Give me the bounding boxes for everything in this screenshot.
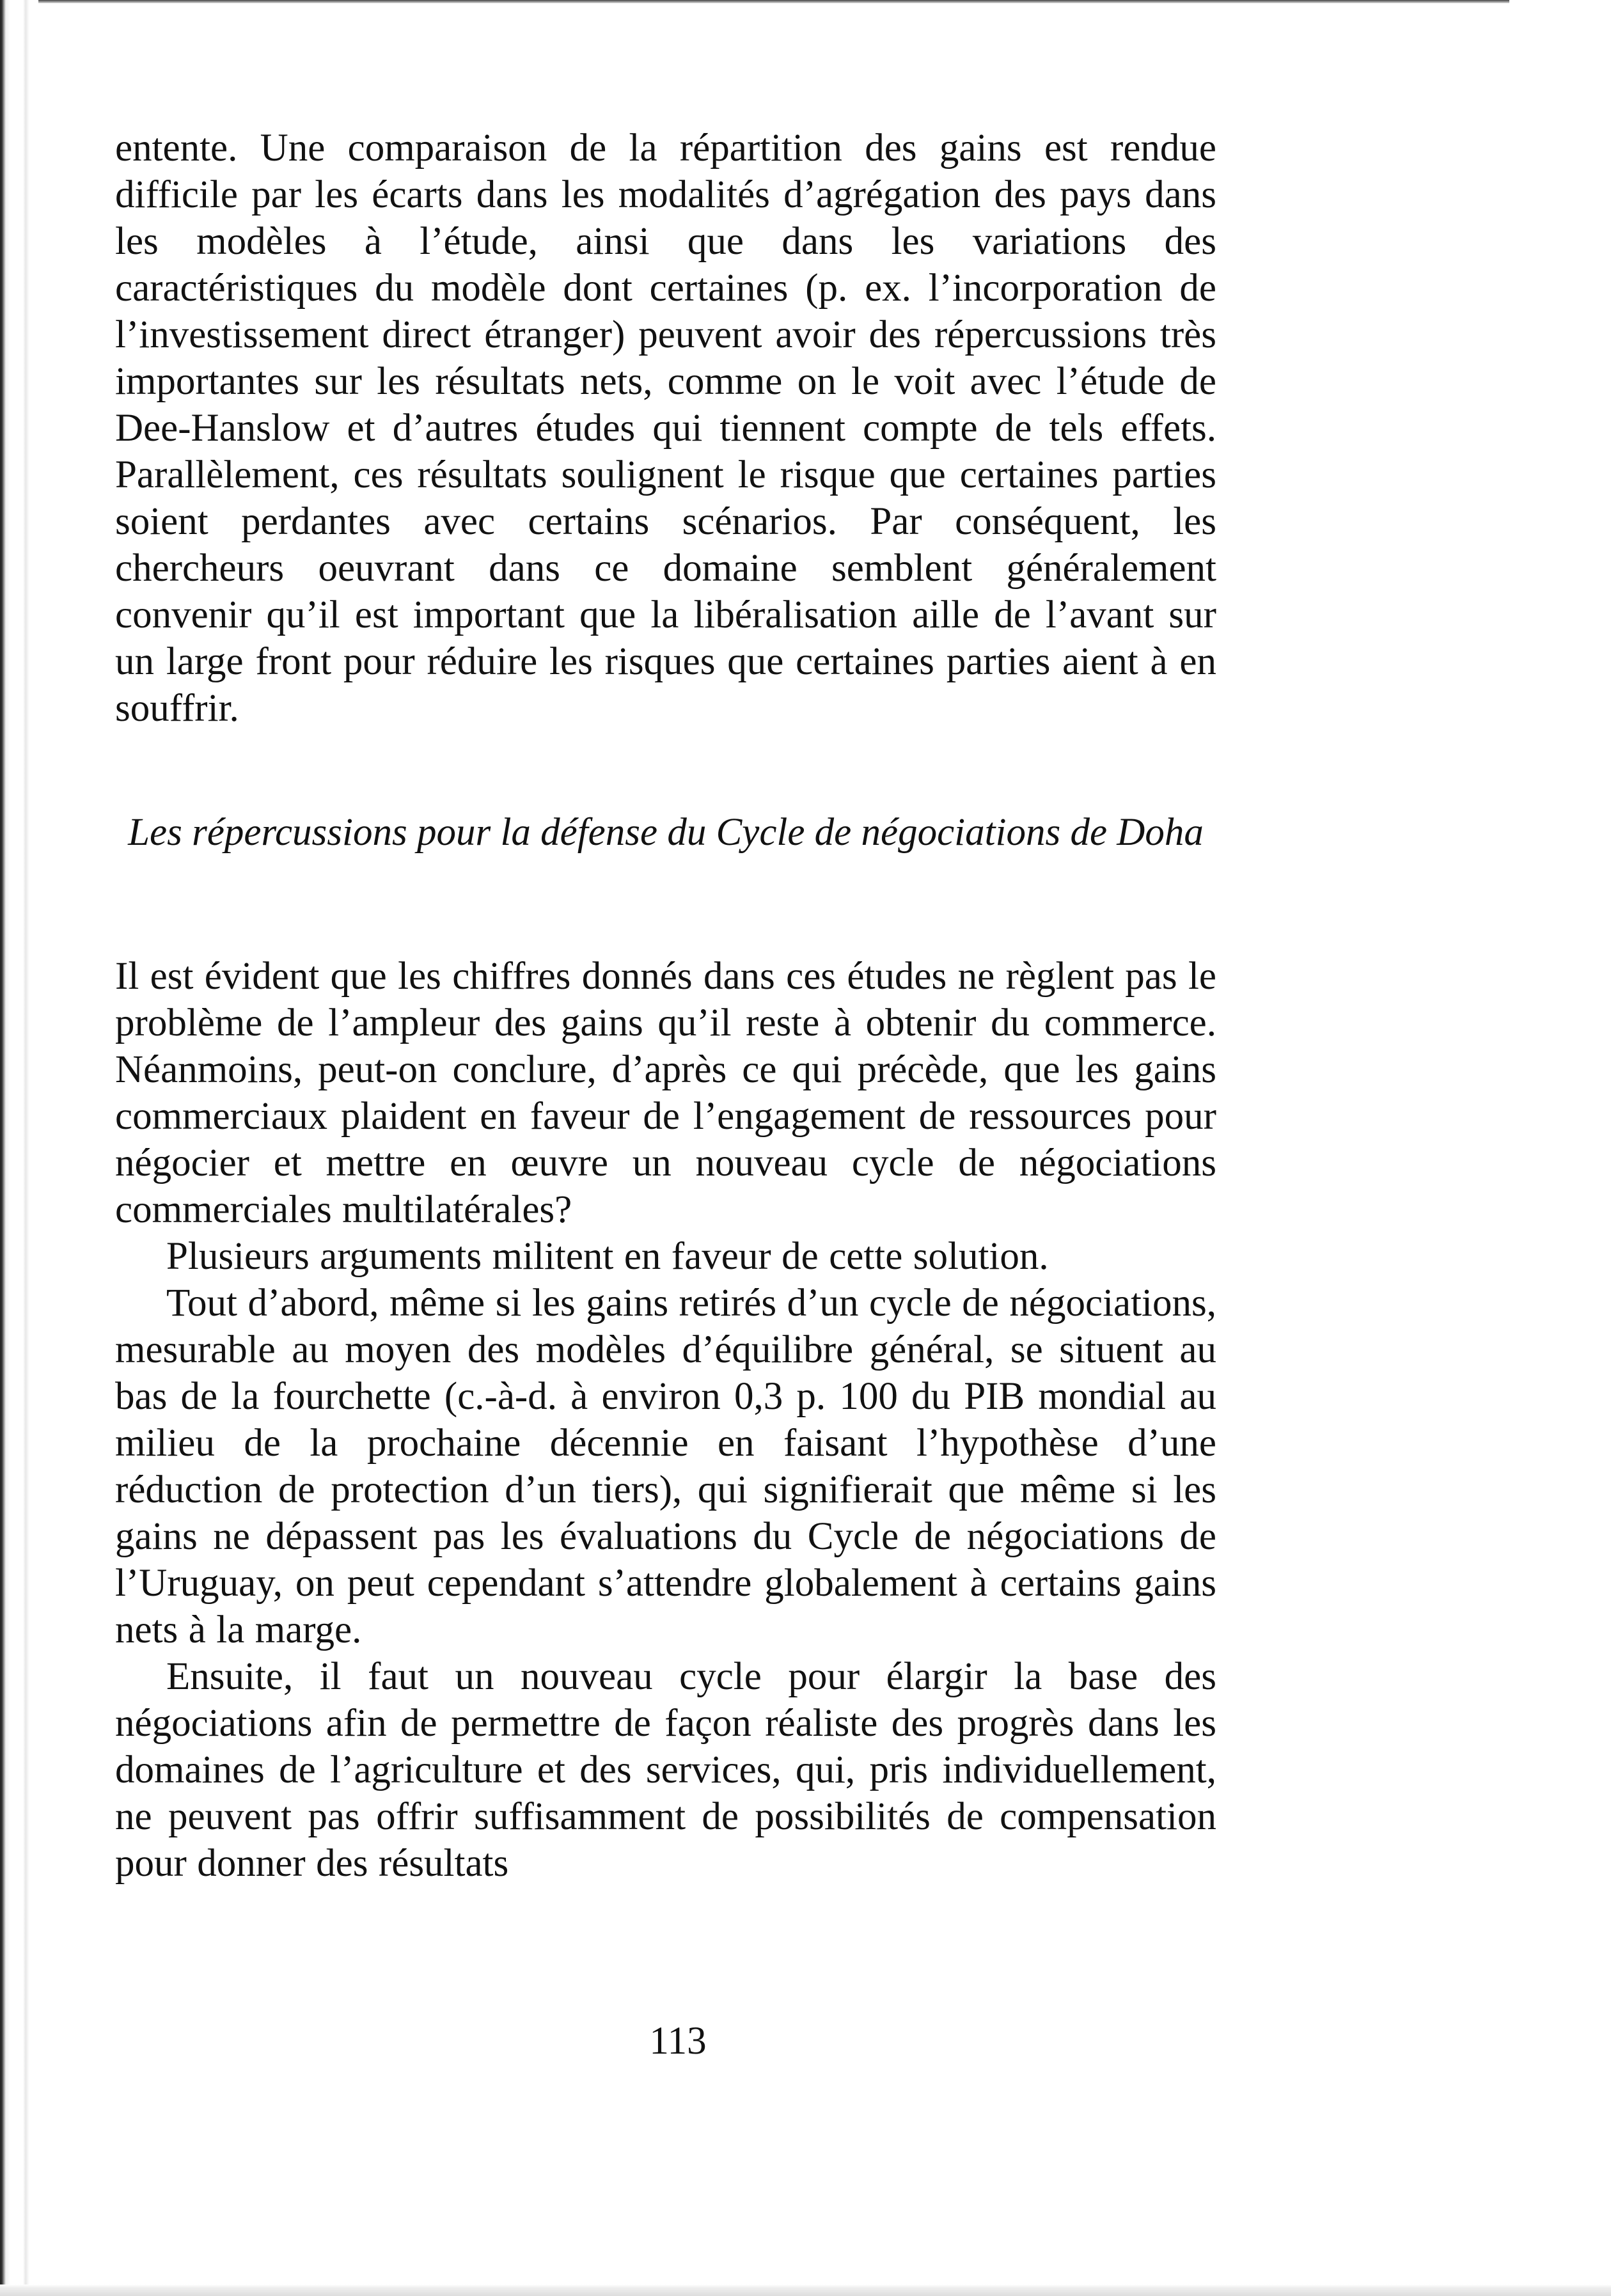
text-block-top [115,125,1216,732]
page-number: 113 [649,2020,707,2063]
paragraph-arguments: Plusieurs arguments militent en faveur de cette solution. [166,1235,1049,1278]
paragraph-continuation: entente. Une comparaison de la répartition des gains est rendue difficile par les écarts dans les modalités d’agrégation des pays dans les modèles à l’étude, ainsi que dans les variations des caractéristiques du modèle dont certaines (p. ex. l’incorporation de l’investissement direct étranger) peuvent avoir des répercussions très importantes sur les résultats nets, comme on le voit avec l’étude de Dee-Hanslow et d’autres études qui tiennent compte de tels effets. Parallèlement, ces résultats soulignent le risque que certaines parties soient perdantes avec certains scénarios. Par conséquent, les chercheurs oeuvrant dans ce domaine semblent généralement convenir qu’il est important que la libéralisation aille de l’avant sur un large front pour réduire les risques que certaines parties aient à en souffrir. [115,127,1216,730]
scan-bottom-edge [0,2284,1611,2296]
paragraph-intro: Il est évident que les chiffres donnés dans ces études ne règlent pas le problème de l’ampleur des gains qu’il reste à obtenir du commerce. Néanmoins, peut-on conclure, d’après ce qui précède, que les gains commerciaux plaident en faveur de l’engagement de ressources pour négocier et mettre en œuvre un nouveau cycle de négociations commerciales multilatérales? [115,955,1216,1231]
paragraph-first-argument: Tout d’abord, même si les gains retirés d’un cycle de négociations, mesurable au moyen des modèles d’équilibre général, se situent au bas de la fourchette (c.-à-d. à environ 0,3 p. 100 du PIB mondial au milieu de la prochaine décennie en faisant l’hypothèse d’une réduction de protection d’un tiers), qui signifierait que même si les gains ne dépassent pas les évaluations du Cycle de négociations de l’Uruguay, on peut cependant s’attendre globalement à certains gains nets à la marge. [115,1282,1216,1651]
scan-top-edge [38,0,1509,3]
text-block-body [115,953,1216,1887]
paragraph-second-argument: Ensuite, il faut un nouveau cycle pour élargir la base des négociations afin de permettre de façon réaliste des progrès dans les domaines de l’agriculture et des services, qui, pris individuellement, ne peuvent pas offrir suffisamment de possibilités de compensation pour donner des résultats [115,1655,1216,1885]
section-heading: Les répercussions pour la défense du Cycle de négociations de Doha [128,811,1204,854]
scan-binding-edge [0,0,29,2296]
